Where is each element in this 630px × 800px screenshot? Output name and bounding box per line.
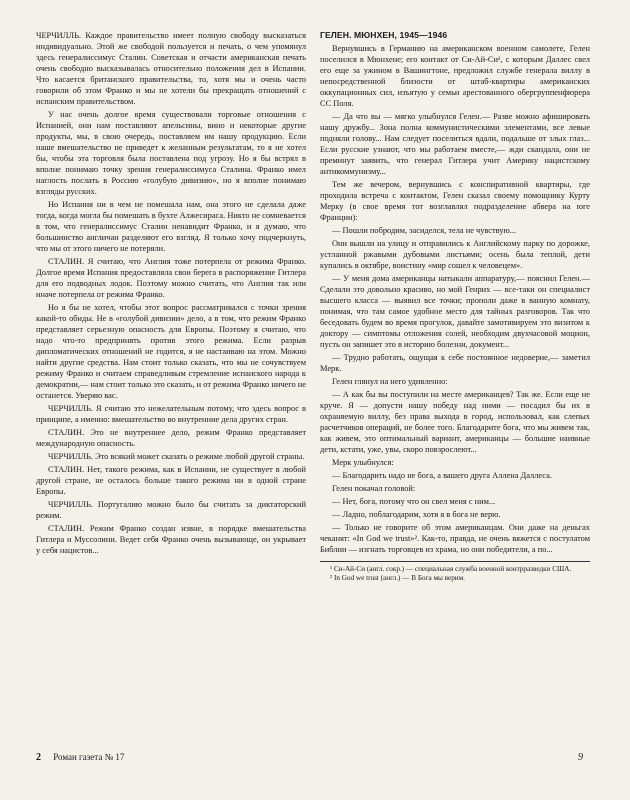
paragraph: — У меня дома американцы натыкали аппаратуру,— пояснил Гелен.— Сделали это довольно красиво, но мой Генрих — все-таки он специалист высшего класса — выявил все точки; прополи даже в ванную комнату, понимая, что там самое удобное место для тайных разговоров. Так что беседовать будем во время прогулок, давайте замотивируем это визитом к доктору — симптомы отложения солей, необходим двухчасовой моцион, пусть он запишет это в историю болезни, документ... xyxy=(320,274,590,349)
paragraph: Вернувшись в Германию на американском военном самолете, Гелен поселился в Мюнхене; его контакт от Си-Ай-Си¹, с которым Даллес свел его еще за ужином в Вашингтоне, предложил службе генерала виллу в непосредственной близости от штаб-квартиры американских оккупационных сил, изъятую у семьи арестованного обергруппенфюрера СС Поля. xyxy=(320,44,590,108)
section-heading: ГЕЛЕН. МЮНХЕН, 1945—1946 xyxy=(320,30,448,40)
right-column xyxy=(320,30,590,583)
paragraph: — Трудно работать, ощущая к себе постоянное недоверие,— заметил Мерк. xyxy=(320,353,590,373)
footer-left xyxy=(36,752,124,763)
publication-title: Роман газета № 17 xyxy=(53,752,125,762)
paragraph: СТАЛИН. Режим Франко создан извне, в порядке вмешательства Гитлера и Муссолини. Ведет себя Франко очень вызывающе, он укрывает у себя нацистов... xyxy=(36,524,306,555)
paragraph: — А как бы вы поступили на месте американцев? Так же. Если еще не круче. Я — допусти нашу победу над ними — посадил бы их в охраняемую виллу, без права выхода в город, использовал, как слепых расчетчиков операций, не более того. Благодарите бога, что мы живем так, как живем, это оптимальный вариант, американцы — большие наивные дети, кстати, уже, увы, скоро повзрослеют... xyxy=(320,390,590,454)
paragraph: Они вышли на улицу и отправились к Английскому парку по дорожке, устланной ржавыми дубовыми листьями; осень была теплой, дети купались в октябре, воистину «мир сошел к человецем». xyxy=(320,239,590,270)
paragraph: СТАЛИН. Я считаю, что Англия тоже потерпела от режима Франко. Долгое время Испания предоставляла свои берега в распоряжение Гитлера для его подводных лодок. Поэтому можно считать, что Англия так или иначе потерпела от режима Франко. xyxy=(36,257,306,299)
left-column xyxy=(36,30,306,558)
paragraph: — Благодарить надо не бога, а вашего друга Аллена Даллеса. xyxy=(332,471,552,480)
paragraph: Но я бы не хотел, чтобы этот вопрос рассматривался с точки зрения какой-то обиды. Не в «голубой дивизии» дело, а в том, что режим Франко представляет серьезную опасность для Европы. Поэтому я считаю, что надо что-то предпринять против этого режима. Если разрыв дипломатических отношений не годится, я не настаиваю на этом. Можно найти другие средства. Нам стоит только сказать, что мы не сочувствуем режиму Франко и считаем справедливым стремление испанского народа к демократии,— нам стоит только это сказать, и от режима Франко ничего не останется. Уверяю вас. xyxy=(36,303,306,400)
paragraph: Но Испания ни в чем не помешала нам, она этого не сделала даже тогда, когда могла бы помешать в бухте Алжесираса. Никто не сомневается в том, что генералиссимус Сталин ненавидит Франко, и я думаю, что большинство англичан разделяют его взгляд. Я только хочу подчеркнуть, что мы от этого ничего не потеряли. xyxy=(36,200,306,253)
paragraph: ЧЕРЧИЛЛЬ. Это всякий может сказать о режиме любой другой страны. xyxy=(48,452,305,461)
paragraph: ЧЕРЧИЛЛЬ. Каждое правительство имеет полную свободу высказаться индивидуально. Этой же свободой пользуется и печать, о чем упомянул здесь генералиссимус Сталин. Советская и отчасти американская печать очень свободно высказывалась относительно положения дел в Испании. Что касается британского правительства, то, хотя мы и очень часто говорили об этом Франко и мы не хотели бы прекращать отношений с испанским правительством. xyxy=(36,31,306,106)
page-number-left: 2 xyxy=(36,752,41,763)
paragraph: — Только не говорите об этом американцам. Они даже на деньгах чеканят: «In God we trust»². Как-то, правда, не очень вяжется с постулатом Библии — изгнать торговцев из храма, но они победители, а по... xyxy=(320,523,590,554)
paragraph: У нас очень долгое время существовали торговые отношения с Испанией, они нам поставляют апельсины, вино и некоторые другие продукты, мы, в свою очередь, поставляем им нашу продукцию. Если наше вмешательство не приведет к желанным результатам, то я не хотел бы, чтобы эта торговля была поставлена под угрозу. Но я бы встрял в вполне понимаю точку зрения генералиссимуса Сталина. Франко имел наглость послать в Россию «голубую дивизию», но я вполне понимаю взгляды русских. xyxy=(36,110,306,196)
paragraph: — Нет, бога, потому что он свел меня с ним... xyxy=(332,497,496,506)
paragraph: — Да что вы — мягко улыбнулся Гелен.— Разве можно афишировать нашу дружбу... Зона полна коммунистическими элементами, все левые подняли голову... Нам следует поселиться вдали, подальше от злых глаз... Если русские узнают, что мы работаем вместе,— жди скандала, они не преминут заявить, что генерал Гитлера учит Америку нацистскому антикоммунизму... xyxy=(320,112,590,176)
paragraph: Гелен глянул на него удивленно: xyxy=(332,377,448,386)
footnotes xyxy=(320,561,590,583)
paragraph: Тем же вечером, вернувшись с конспиративной квартиры, где проходила встреча с контактом, Гелен сказал своему помощнику Курту Мерку (в свое время тот возглавлял подразделение абвера на юге Франции): xyxy=(320,180,590,222)
paragraph: СТАЛИН. Это не внутреннее дело, режим Франко представляет международную опасность. xyxy=(36,428,306,448)
footnote: ² In God we trust (англ.) — В Бога мы верим. xyxy=(330,574,465,582)
page-number-right: 9 xyxy=(578,752,583,763)
paragraph: — Пошли побродим, засиделся, тела не чувствую... xyxy=(332,226,517,235)
footnote: ¹ Си-Ай-Си (англ. сокр.) — специальная служба военной контрразведки США. xyxy=(330,565,572,573)
paragraph: Гелен покачал головой: xyxy=(332,484,416,493)
paragraph: — Ладно, поблагодарим, хотя я в бога не верю. xyxy=(332,510,501,519)
paragraph: ЧЕРЧИЛЛЬ. Португалию можно было бы считать за диктаторский режим. xyxy=(36,500,306,520)
paragraph: Мерк улыбнулся: xyxy=(332,458,394,467)
paragraph: СТАЛИН. Нет, такого режима, как в Испании, не существует в любой другой стране, не осталось больше такого режима ни в одной стране Европы. xyxy=(36,465,306,496)
paragraph: ЧЕРЧИЛЛЬ. Я считаю это нежелательным потому, что здесь вопрос в принципе, а именно: вмешательство во внутренние дела других стран. xyxy=(36,404,306,424)
